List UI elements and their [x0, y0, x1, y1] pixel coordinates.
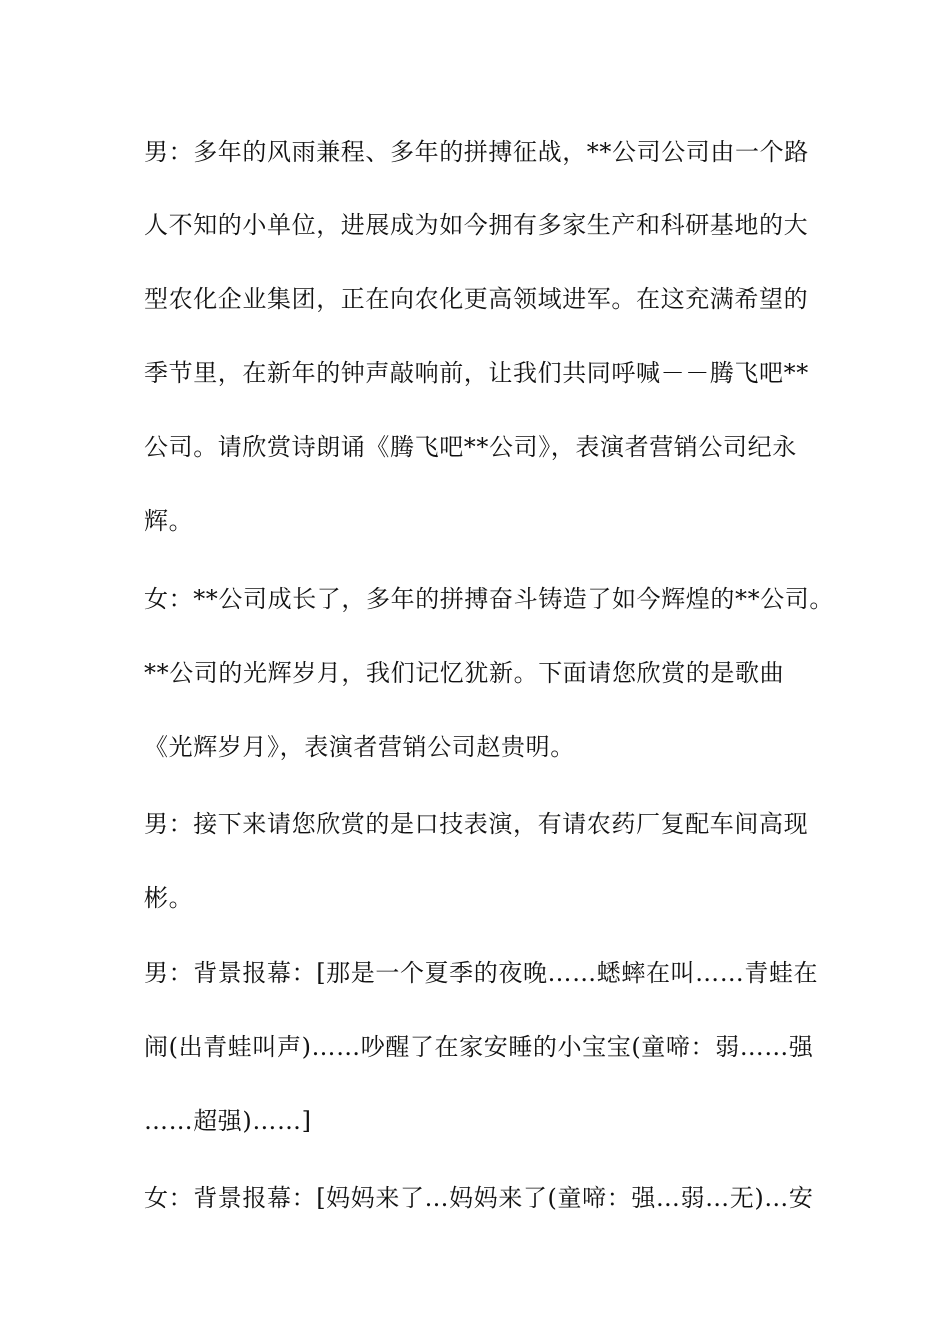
- text-line: 型农化企业集团，正在向农化更高领域进军。在这充满希望的: [144, 285, 809, 313]
- text-line: 彬。: [144, 884, 194, 912]
- text-line: 《光辉岁月》，表演者营销公司赵贵明。: [144, 733, 575, 761]
- text-line: 男：接下来请您欣赏的是口技表演，有请农药厂复配车间高现: [144, 810, 809, 838]
- text-line: 季节里，在新年的钟声敲响前，让我们共同呼喊－－腾飞吧**: [144, 359, 809, 387]
- text-line: 辉。: [144, 507, 194, 535]
- text-line: **公司的光辉岁月，我们记忆犹新。下面请您欣赏的是歌曲: [144, 659, 785, 687]
- text-line: 闹(出青蛙叫声)……吵醒了在家安睡的小宝宝(童啼：弱……强: [144, 1033, 814, 1061]
- text-line: 男：多年的风雨兼程、多年的拼搏征战，**公司公司由一个路: [144, 138, 809, 166]
- text-line: ……超强)……]: [144, 1107, 312, 1135]
- text-line: 人不知的小单位，进展成为如今拥有多家生产和科研基地的大: [144, 211, 809, 239]
- text-line: 女：**公司成长了，多年的拼搏奋斗铸造了如今辉煌的**公司。: [144, 585, 834, 613]
- text-line: 男：背景报幕：[那是一个夏季的夜晚……蟋蟀在叫……青蛙在: [144, 959, 819, 987]
- text-line: 公司。请欣赏诗朗诵《腾飞吧**公司》，表演者营销公司纪永: [144, 433, 797, 461]
- text-line: 女：背景报幕：[妈妈来了…妈妈来了(童啼：强…弱…无)…安: [144, 1184, 814, 1212]
